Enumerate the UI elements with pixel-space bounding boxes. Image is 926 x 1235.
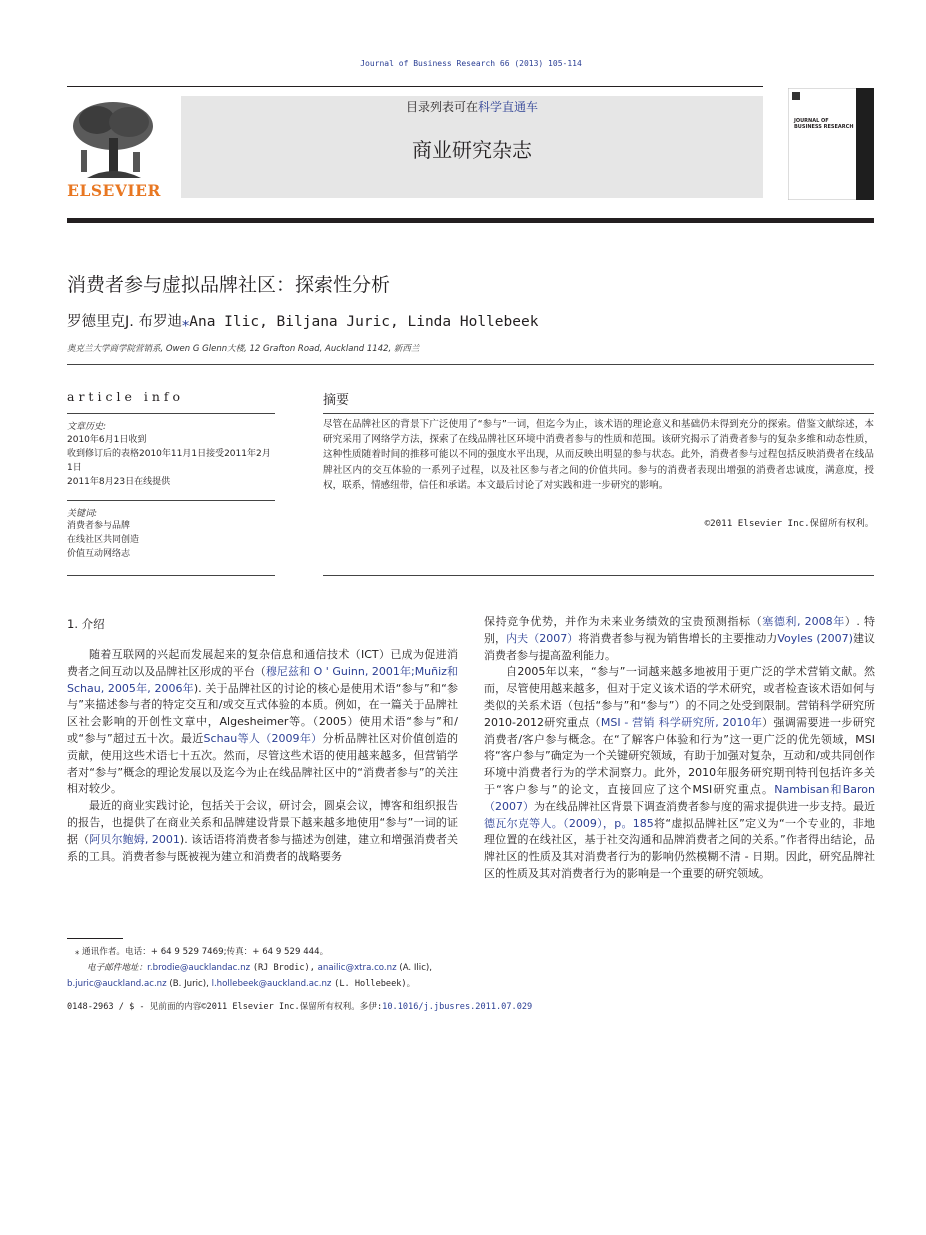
article-title: 消费者参与虚拟品牌社区：探索性分析	[67, 274, 391, 296]
email-owner: (RJ Brodic),	[252, 963, 315, 973]
email-link[interactable]: b.juric@auckland.ac.nz	[67, 979, 167, 989]
text-run: 将消费者参与视为销售增长的主要推动力	[578, 631, 778, 645]
divider	[323, 413, 874, 414]
tree-icon	[67, 98, 159, 180]
text-run: ）强调需要进一步研究消费者/客户参与概念。在“了解客户体验和行为”这一更广泛的优先领域，MSI将“客户参与”确定为一个关键研究领域，有助于加强对复杂，互动和/或共同创作环境中消费者行为的学术洞察力。此外，2010年服务研究期刊特刊包括许多关于“客户参与”的论文，直接回应了这个MSI研究重点。	[484, 715, 875, 796]
email-owner: (A. Ilic),	[399, 963, 433, 973]
abstract-text: 尽管在品牌社区的背景下广泛使用了“参与”一词，但迄今为止，该术语的理论意义和基础仍未得到充分的探索。借鉴文献综述，本研究采用了网络学方法，探索了在线品牌社区环境中消费者参与的性质和范围。该研究揭示了消费者参与的复杂多维和动态性质，这种性质随着时间的推移可能以不同的强度水平出现，从而反映出明显的参与状态。此外，消费者参与过程包括反映消费者在线品牌社区内的交互体验的一系列子过程，以及社区参与者之间的价值共同。参与的消费者表现出增强的消费者忠诚度，满意度，授权，联系，情感纽带，信任和承诺。本文最后讨论了对实践和进一步研究的影响。	[323, 419, 874, 491]
journal-cover-image	[788, 88, 874, 200]
text-run: 分析品牌社区对价值创造的贡献，使用这些术语七十五次。然而，尽管这些术语的使用越来越多，但营销学者对“参与”概念的理论发展以及迄今为止在线品牌社区中的“消费者参与”的关注相对较少。	[67, 731, 459, 796]
citation-link[interactable]: MSI - 营销 科学研究所, 2010年	[600, 715, 763, 729]
citation-link[interactable]: 穆尼兹和 O ' Guinn, 2001年;Muñiz和Schau, 2005年, 2006年	[67, 664, 459, 695]
citation-link[interactable]: 内夫（2007）	[506, 631, 579, 645]
affiliation: 奥克兰大学商学院营销系, Owen G Glenn大楼, 12 Grafton Road, Auckland 1142, 新西兰	[67, 344, 420, 354]
citation-link[interactable]: Schau等人（2009年）	[203, 731, 323, 745]
keyword-item: 消费者参与品牌	[67, 521, 131, 531]
history-received: 2010年6月1日收到	[67, 435, 147, 445]
author-first: 罗德里克J. 布罗迪	[67, 314, 182, 330]
divider	[67, 364, 874, 365]
paragraph	[67, 798, 458, 865]
header-rule	[67, 86, 763, 87]
citation-link[interactable]: 德瓦尔克等人。（2009），p。185	[484, 816, 654, 830]
footnote-contact	[67, 944, 567, 960]
text-run: ). 该话语将消费者参与描述为创建，建立和增强消费者关系的工具。消费者参与既被视为建立和消费者的战略要务	[67, 832, 458, 863]
paragraph	[484, 664, 875, 882]
cover-title: JOURNAL OF BUSINESS RESEARCH	[794, 118, 854, 130]
text-run: 随着互联网的兴起而发展起来的复杂信息和通信技术（ICT）已成为促进消费者之间互动以及品牌社区形成的平台（	[67, 648, 458, 678]
abstract-heading: 摘要	[323, 393, 350, 408]
elsevier-wordmark: ELSEVIER	[67, 181, 161, 200]
footnote-emails	[67, 960, 567, 976]
citation-link[interactable]: Nambisan和Baron（2007）	[484, 782, 875, 813]
keyword-item: 在线社区共同创造	[67, 535, 140, 545]
toc-line	[181, 98, 763, 115]
divider	[67, 500, 275, 501]
citation-link[interactable]: 塞德利, 2008年	[762, 615, 845, 628]
email-link[interactable]: anailic@xtra.co.nz	[317, 963, 397, 973]
divider	[67, 575, 275, 576]
citation-link[interactable]: 阿贝尔鲍姆, 2001	[89, 832, 180, 846]
journal-masthead	[181, 96, 763, 198]
text-run: 自2005年以来，“参与”一词越来越多地被用于更广泛的学术营销文献。然而，尽管使用越来越多，但对于定义该术语的学术研究，或者检查该术语如何与类似的关系术语（包括“参与”和“参与”）的不同之处受到限制。营销科学研究所2010-2012研究重点（	[484, 665, 875, 729]
journal-cover	[788, 88, 874, 200]
divider	[323, 575, 874, 576]
header-thick-rule	[67, 218, 874, 223]
text-run: 保持竞争优势，并作为未来业务绩效的宝贵预测指标（	[484, 615, 763, 628]
keywords-label: 关键词:	[67, 509, 98, 519]
authors-rest: Ana Ilic, Biljana Juric, Linda Hollebeek	[189, 314, 539, 330]
text-run: 建议消费者参与提高盈利能力。	[484, 631, 876, 662]
body-column-right	[484, 614, 875, 883]
sciencedirect-link[interactable]: 科学直通车	[478, 100, 539, 114]
text-run: ). 关于品牌社区的讨论的核心是使用术语“参与”和“参与”来描述参与者的特定交互和/或交互式体验的本质。例如，在一篇关于品牌社区社会影响的开创性文章中，Algesheimer等。（2005）使用术语“参与”和/或“参与”超过五十次。最近	[67, 681, 458, 745]
divider	[67, 413, 275, 414]
history-label: 文章历史:	[67, 422, 107, 432]
footnote-line: 通讯作者。电话：+ 64 9 529 7469;传真：+ 64 9 529 444。	[82, 947, 329, 957]
journal-title: 商业研究杂志	[412, 138, 532, 162]
email-owner: (L. Hollebeek)。	[334, 979, 416, 989]
issn-doi-line	[67, 1000, 532, 1012]
citation-link[interactable]: Voyles (2007)	[777, 631, 853, 645]
doi-link[interactable]: 10.1016/j.jbusres.2011.07.029	[382, 1002, 533, 1012]
article-info-heading: article info	[67, 389, 185, 404]
paragraph	[484, 614, 875, 664]
history-revised: 收到修订后的表格2010年11月1日接受2011年2月1日	[67, 449, 271, 473]
text-run: 最近的商业实践讨论，包括关于会议，研讨会，圆桌会议，博客和组织报告的报告，也提供了在商业关系和品牌建设背景下越来越多地使用“参与”一词的证据（	[67, 799, 458, 846]
text-run: ）. 特别，	[484, 615, 875, 645]
email-link[interactable]: l.hollebeek@auckland.ac.nz	[211, 979, 332, 989]
footnote-rule	[67, 938, 123, 939]
issn-text: 0148-2963 / $ - 见前面的内容©2011 Elsevier Inc.保留所有权利。多伊:	[67, 1002, 383, 1012]
abstract-copyright: ©2011 Elsevier Inc.保留所有权利。	[704, 518, 874, 529]
corresponding-author-mark[interactable]: ⁎	[182, 314, 190, 330]
footnote-emails-2	[67, 976, 567, 992]
keyword-item: 价值互动网络志	[67, 549, 131, 559]
author-list	[67, 310, 538, 331]
text-run: 为在线品牌社区背景下调查消费者参与度的需求提供进一步支持。最近	[534, 799, 875, 813]
body-column-left	[67, 647, 458, 865]
email-label: 电子邮件地址：	[87, 963, 148, 973]
email-owner: (B. Juric),	[169, 979, 209, 989]
footnote	[67, 944, 567, 992]
toc-prefix: 目录列表可在	[405, 100, 478, 114]
history-online: 2011年8月23日在线提供	[67, 477, 171, 487]
journal-citation[interactable]: Journal of Business Research 66 (2013) 105-114	[360, 59, 582, 68]
section-heading: 1. 介绍	[67, 617, 105, 631]
paragraph	[67, 647, 458, 798]
footnote-mark: ⁎	[75, 947, 80, 957]
text-run: 将“虚拟品牌社区”定义为“一个专业的，非地理位置的在线社区，基于社交沟通和品牌消费者之间的关系。”作者得出结论，品牌社区的性质及其对消费者行为的影响仍然模糊不清 - 日期。因此，研究品牌社区的性质及其对消费者行为的影响是一个重要的研究领域。	[484, 816, 875, 880]
email-link[interactable]: r.brodie@aucklandac.nz	[147, 963, 251, 973]
